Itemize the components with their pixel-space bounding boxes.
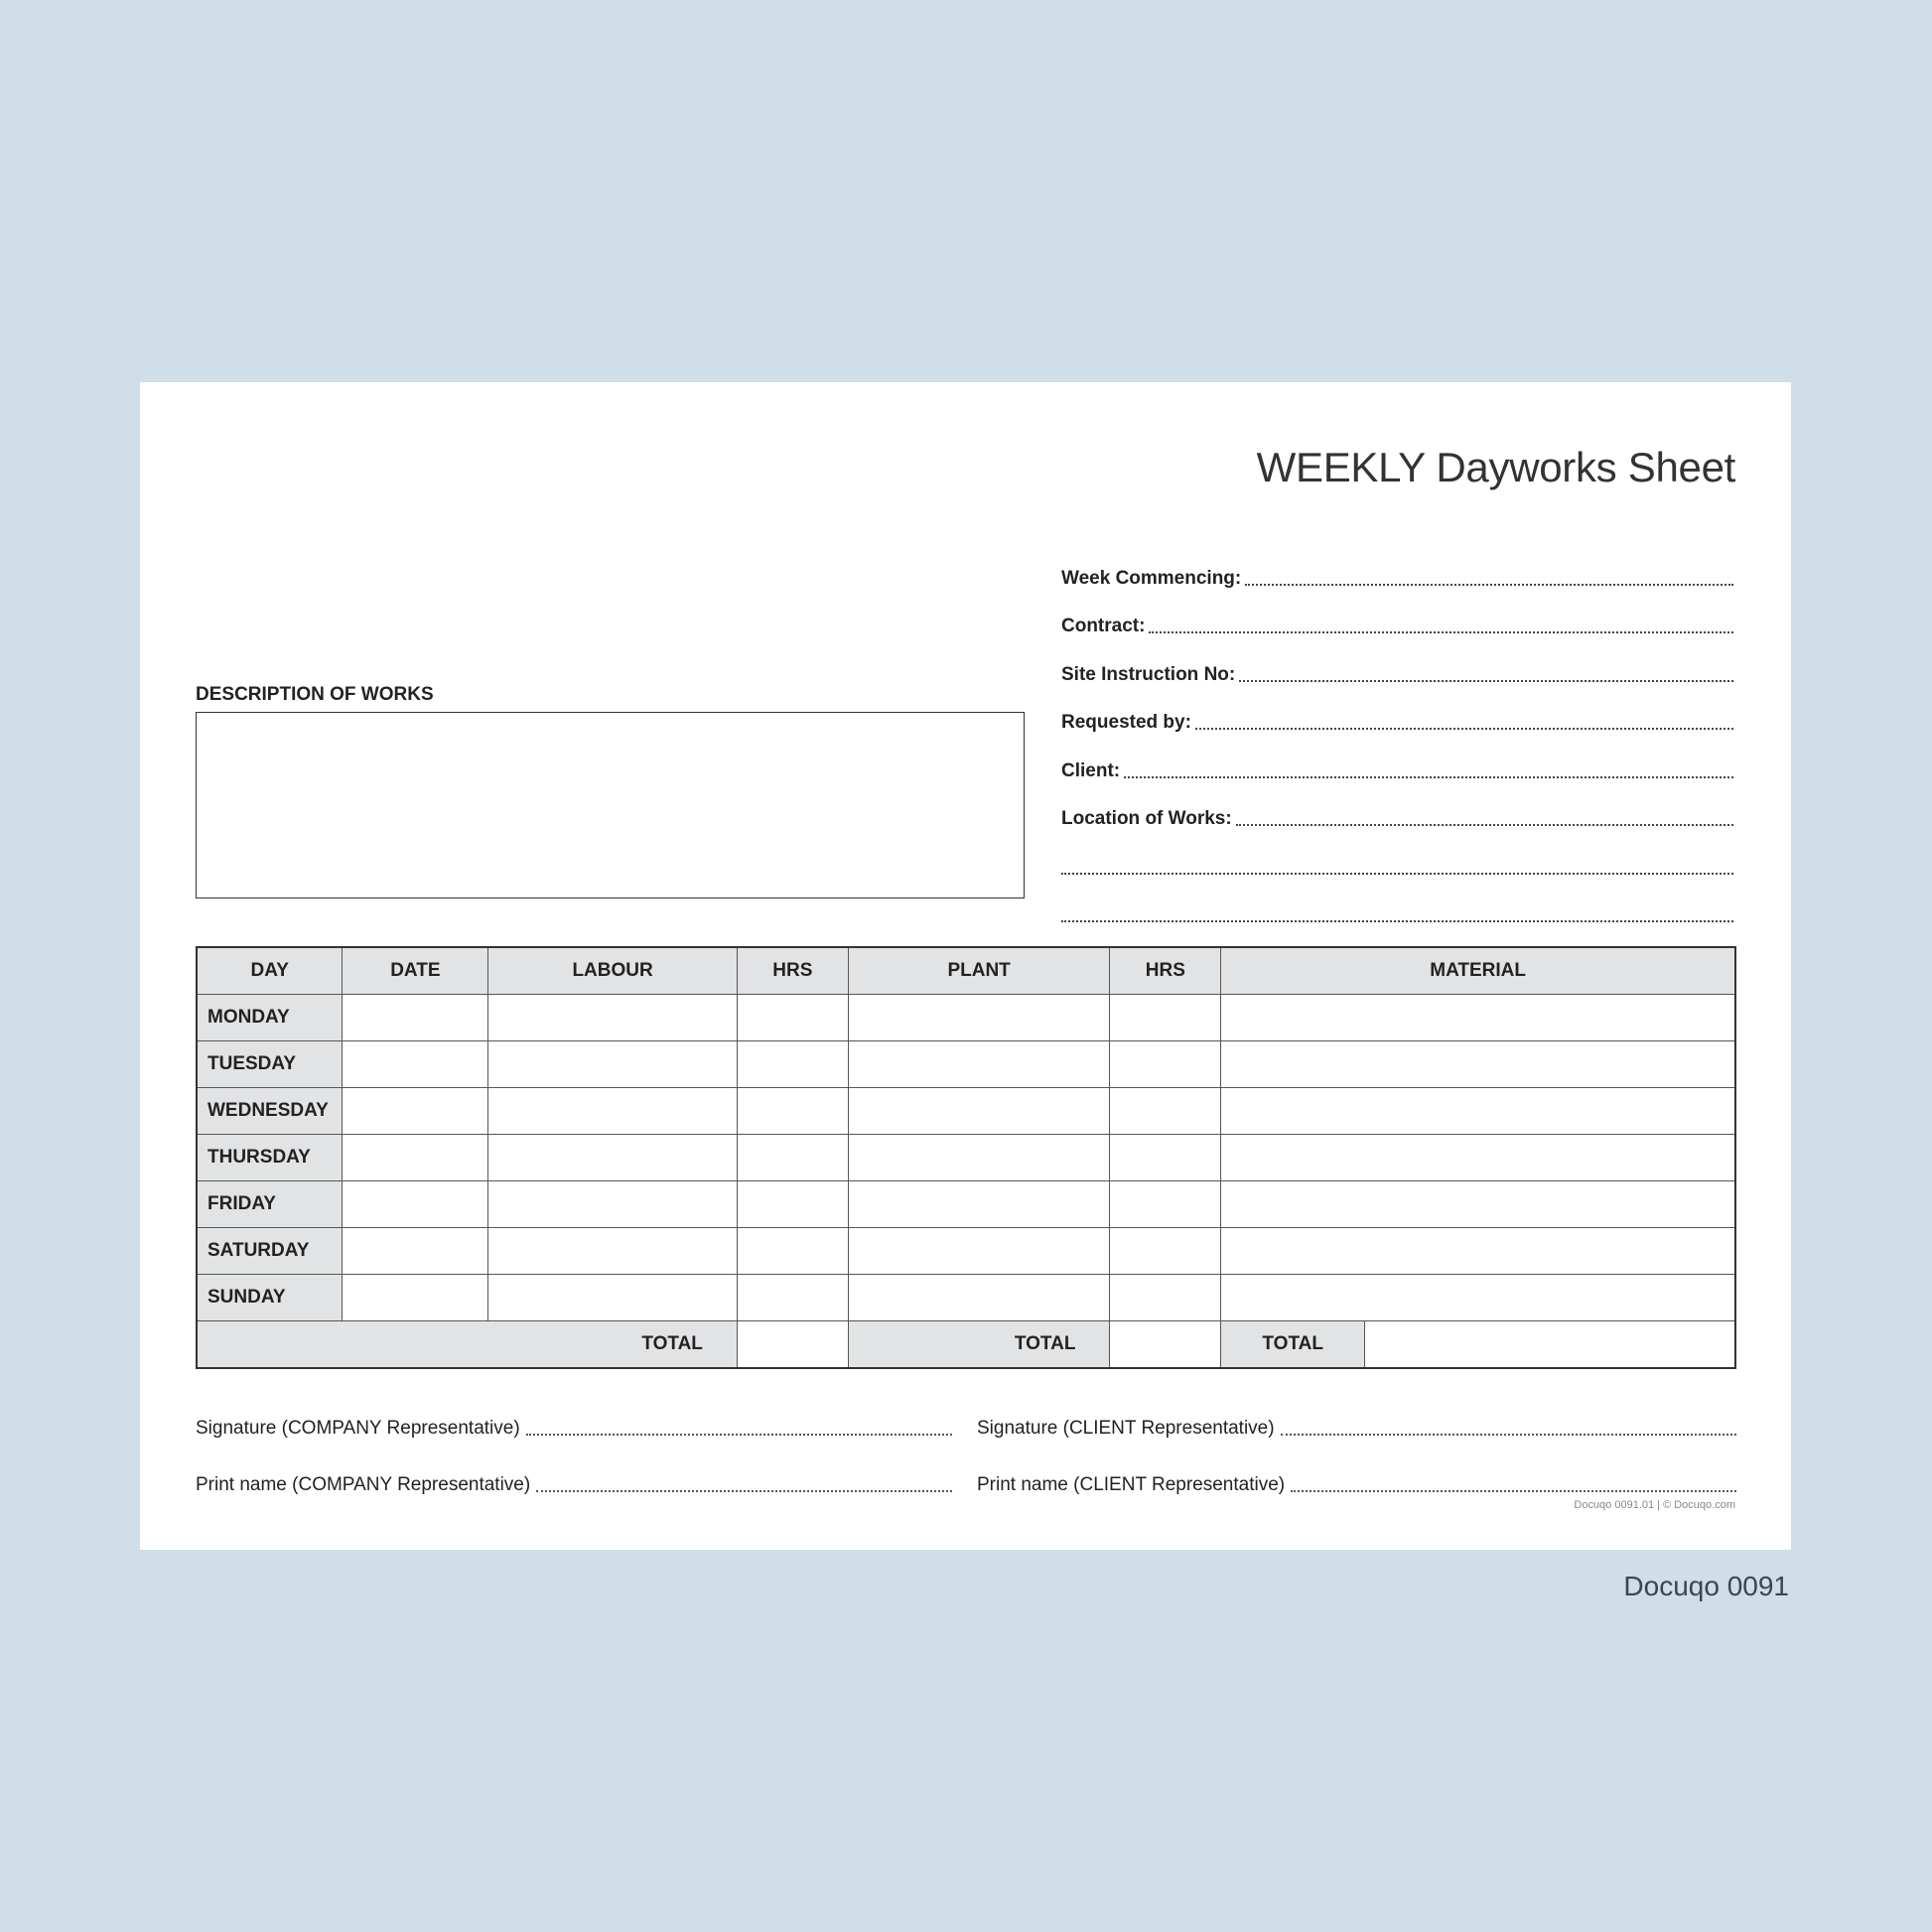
table-row — [197, 1088, 1735, 1135]
dotted-line — [1061, 919, 1733, 922]
col-header-plant: PLANT — [848, 947, 1110, 995]
plant-cell[interactable] — [848, 1088, 1110, 1135]
labour-hrs-cell[interactable] — [737, 995, 848, 1041]
document-title: WEEKLY Dayworks Sheet — [1256, 444, 1735, 490]
material-cell[interactable] — [1221, 995, 1735, 1041]
field-label: Client: — [1061, 759, 1121, 781]
client-field[interactable] — [1061, 734, 1733, 782]
date-cell[interactable] — [343, 1041, 488, 1088]
material-cell[interactable] — [1221, 1275, 1735, 1321]
table-row — [197, 1041, 1735, 1088]
labour-cell[interactable] — [488, 995, 738, 1041]
date-cell[interactable] — [343, 1228, 488, 1275]
copyright-note: Docuqo 0091.01 | © Docuqo.com — [1574, 1499, 1735, 1511]
labour-hrs-cell[interactable] — [737, 1228, 848, 1275]
plant-hrs-cell[interactable] — [1110, 995, 1221, 1041]
dotted-line — [526, 1434, 952, 1436]
plant-hrs-cell[interactable] — [1110, 1228, 1221, 1275]
location-continuation-line-2[interactable] — [1061, 879, 1733, 927]
description-label: DESCRIPTION OF WORKS — [196, 684, 434, 705]
requested-by-field[interactable] — [1061, 686, 1733, 735]
day-label: SUNDAY — [197, 1275, 343, 1321]
plant-cell[interactable] — [848, 1181, 1110, 1228]
dotted-line — [1124, 775, 1733, 778]
dayworks-table — [196, 946, 1736, 1369]
day-label: MONDAY — [197, 995, 343, 1041]
client-signature-field[interactable] — [977, 1418, 1736, 1440]
labour-cell[interactable] — [488, 1088, 738, 1135]
table-row — [197, 1228, 1735, 1275]
col-header-day: DAY — [197, 947, 343, 995]
material-total-cell[interactable] — [1365, 1321, 1735, 1369]
plant-hrs-cell[interactable] — [1110, 1275, 1221, 1321]
company-signature-label: Signature (COMPANY Representative) — [196, 1417, 520, 1439]
plant-cell[interactable] — [848, 1228, 1110, 1275]
col-header-labour-hrs: HRS — [737, 947, 848, 995]
day-label: SATURDAY — [197, 1228, 343, 1275]
contract-field[interactable] — [1061, 590, 1733, 638]
date-cell[interactable] — [343, 1088, 488, 1135]
labour-hrs-cell[interactable] — [737, 1088, 848, 1135]
company-signature-field[interactable] — [196, 1418, 952, 1440]
field-label: Requested by: — [1061, 712, 1191, 733]
dotted-line — [1239, 679, 1733, 682]
header-fields — [1061, 541, 1733, 926]
dotted-line — [1245, 583, 1733, 586]
labour-cell[interactable] — [488, 1041, 738, 1088]
labour-total-cell[interactable] — [737, 1321, 848, 1369]
day-label: WEDNESDAY — [197, 1088, 343, 1135]
dotted-line — [1061, 872, 1733, 875]
material-total-label: TOTAL — [1221, 1321, 1365, 1369]
location-continuation-line-1[interactable] — [1061, 830, 1733, 879]
field-label: Week Commencing: — [1061, 567, 1242, 589]
dotted-line — [1291, 1490, 1736, 1492]
material-cell[interactable] — [1221, 1181, 1735, 1228]
material-cell[interactable] — [1221, 1088, 1735, 1135]
plant-total-label: TOTAL — [848, 1321, 1110, 1369]
signature-row — [196, 1400, 1736, 1456]
labour-cell[interactable] — [488, 1181, 738, 1228]
field-label: Location of Works: — [1061, 808, 1232, 829]
plant-cell[interactable] — [848, 1041, 1110, 1088]
print-name-row — [196, 1456, 1736, 1513]
day-label: FRIDAY — [197, 1181, 343, 1228]
plant-cell[interactable] — [848, 995, 1110, 1041]
client-print-name-field[interactable] — [977, 1474, 1736, 1496]
labour-hrs-cell[interactable] — [737, 1275, 848, 1321]
labour-cell[interactable] — [488, 1228, 738, 1275]
dotted-line — [1236, 823, 1733, 826]
table-row — [197, 1275, 1735, 1321]
col-header-labour: LABOUR — [488, 947, 738, 995]
material-cell[interactable] — [1221, 1228, 1735, 1275]
client-print-name-label: Print name (CLIENT Representative) — [977, 1473, 1286, 1495]
location-of-works-field[interactable] — [1061, 782, 1733, 831]
week-commencing-field[interactable] — [1061, 541, 1733, 590]
table-header-row — [197, 947, 1735, 995]
company-print-name-field[interactable] — [196, 1474, 952, 1496]
dotted-line — [1149, 630, 1733, 633]
labour-hrs-cell[interactable] — [737, 1135, 848, 1181]
plant-total-cell[interactable] — [1110, 1321, 1221, 1369]
plant-hrs-cell[interactable] — [1110, 1088, 1221, 1135]
col-header-material: MATERIAL — [1221, 947, 1735, 995]
product-code: Docuqo 0091 — [1623, 1571, 1789, 1601]
labour-hrs-cell[interactable] — [737, 1181, 848, 1228]
plant-hrs-cell[interactable] — [1110, 1181, 1221, 1228]
plant-hrs-cell[interactable] — [1110, 1041, 1221, 1088]
labour-cell[interactable] — [488, 1135, 738, 1181]
date-cell[interactable] — [343, 1181, 488, 1228]
totals-row — [197, 1321, 1735, 1369]
company-print-name-label: Print name (COMPANY Representative) — [196, 1473, 531, 1495]
labour-cell[interactable] — [488, 1275, 738, 1321]
col-header-date: DATE — [343, 947, 488, 995]
dotted-line — [1195, 727, 1733, 730]
description-box[interactable] — [196, 712, 1025, 898]
plant-cell[interactable] — [848, 1275, 1110, 1321]
signature-section — [196, 1400, 1736, 1513]
date-cell[interactable] — [343, 1135, 488, 1181]
field-label: Contract: — [1061, 616, 1146, 636]
day-label: THURSDAY — [197, 1135, 343, 1181]
client-signature-label: Signature (CLIENT Representative) — [977, 1417, 1275, 1439]
table-row — [197, 1135, 1735, 1181]
plant-cell[interactable] — [848, 1135, 1110, 1181]
material-cell[interactable] — [1221, 1135, 1735, 1181]
site-instruction-field[interactable] — [1061, 637, 1733, 686]
labour-hrs-cell[interactable] — [737, 1041, 848, 1088]
table-row — [197, 995, 1735, 1041]
plant-hrs-cell[interactable] — [1110, 1135, 1221, 1181]
dotted-line — [1281, 1434, 1736, 1436]
dotted-line — [536, 1490, 952, 1492]
material-cell[interactable] — [1221, 1041, 1735, 1088]
field-label: Site Instruction No: — [1061, 663, 1236, 685]
labour-total-label: TOTAL — [197, 1321, 737, 1369]
date-cell[interactable] — [343, 995, 488, 1041]
document-sheet — [140, 382, 1791, 1550]
day-label: TUESDAY — [197, 1041, 343, 1088]
table-row — [197, 1181, 1735, 1228]
date-cell[interactable] — [343, 1275, 488, 1321]
col-header-plant-hrs: HRS — [1110, 947, 1221, 995]
